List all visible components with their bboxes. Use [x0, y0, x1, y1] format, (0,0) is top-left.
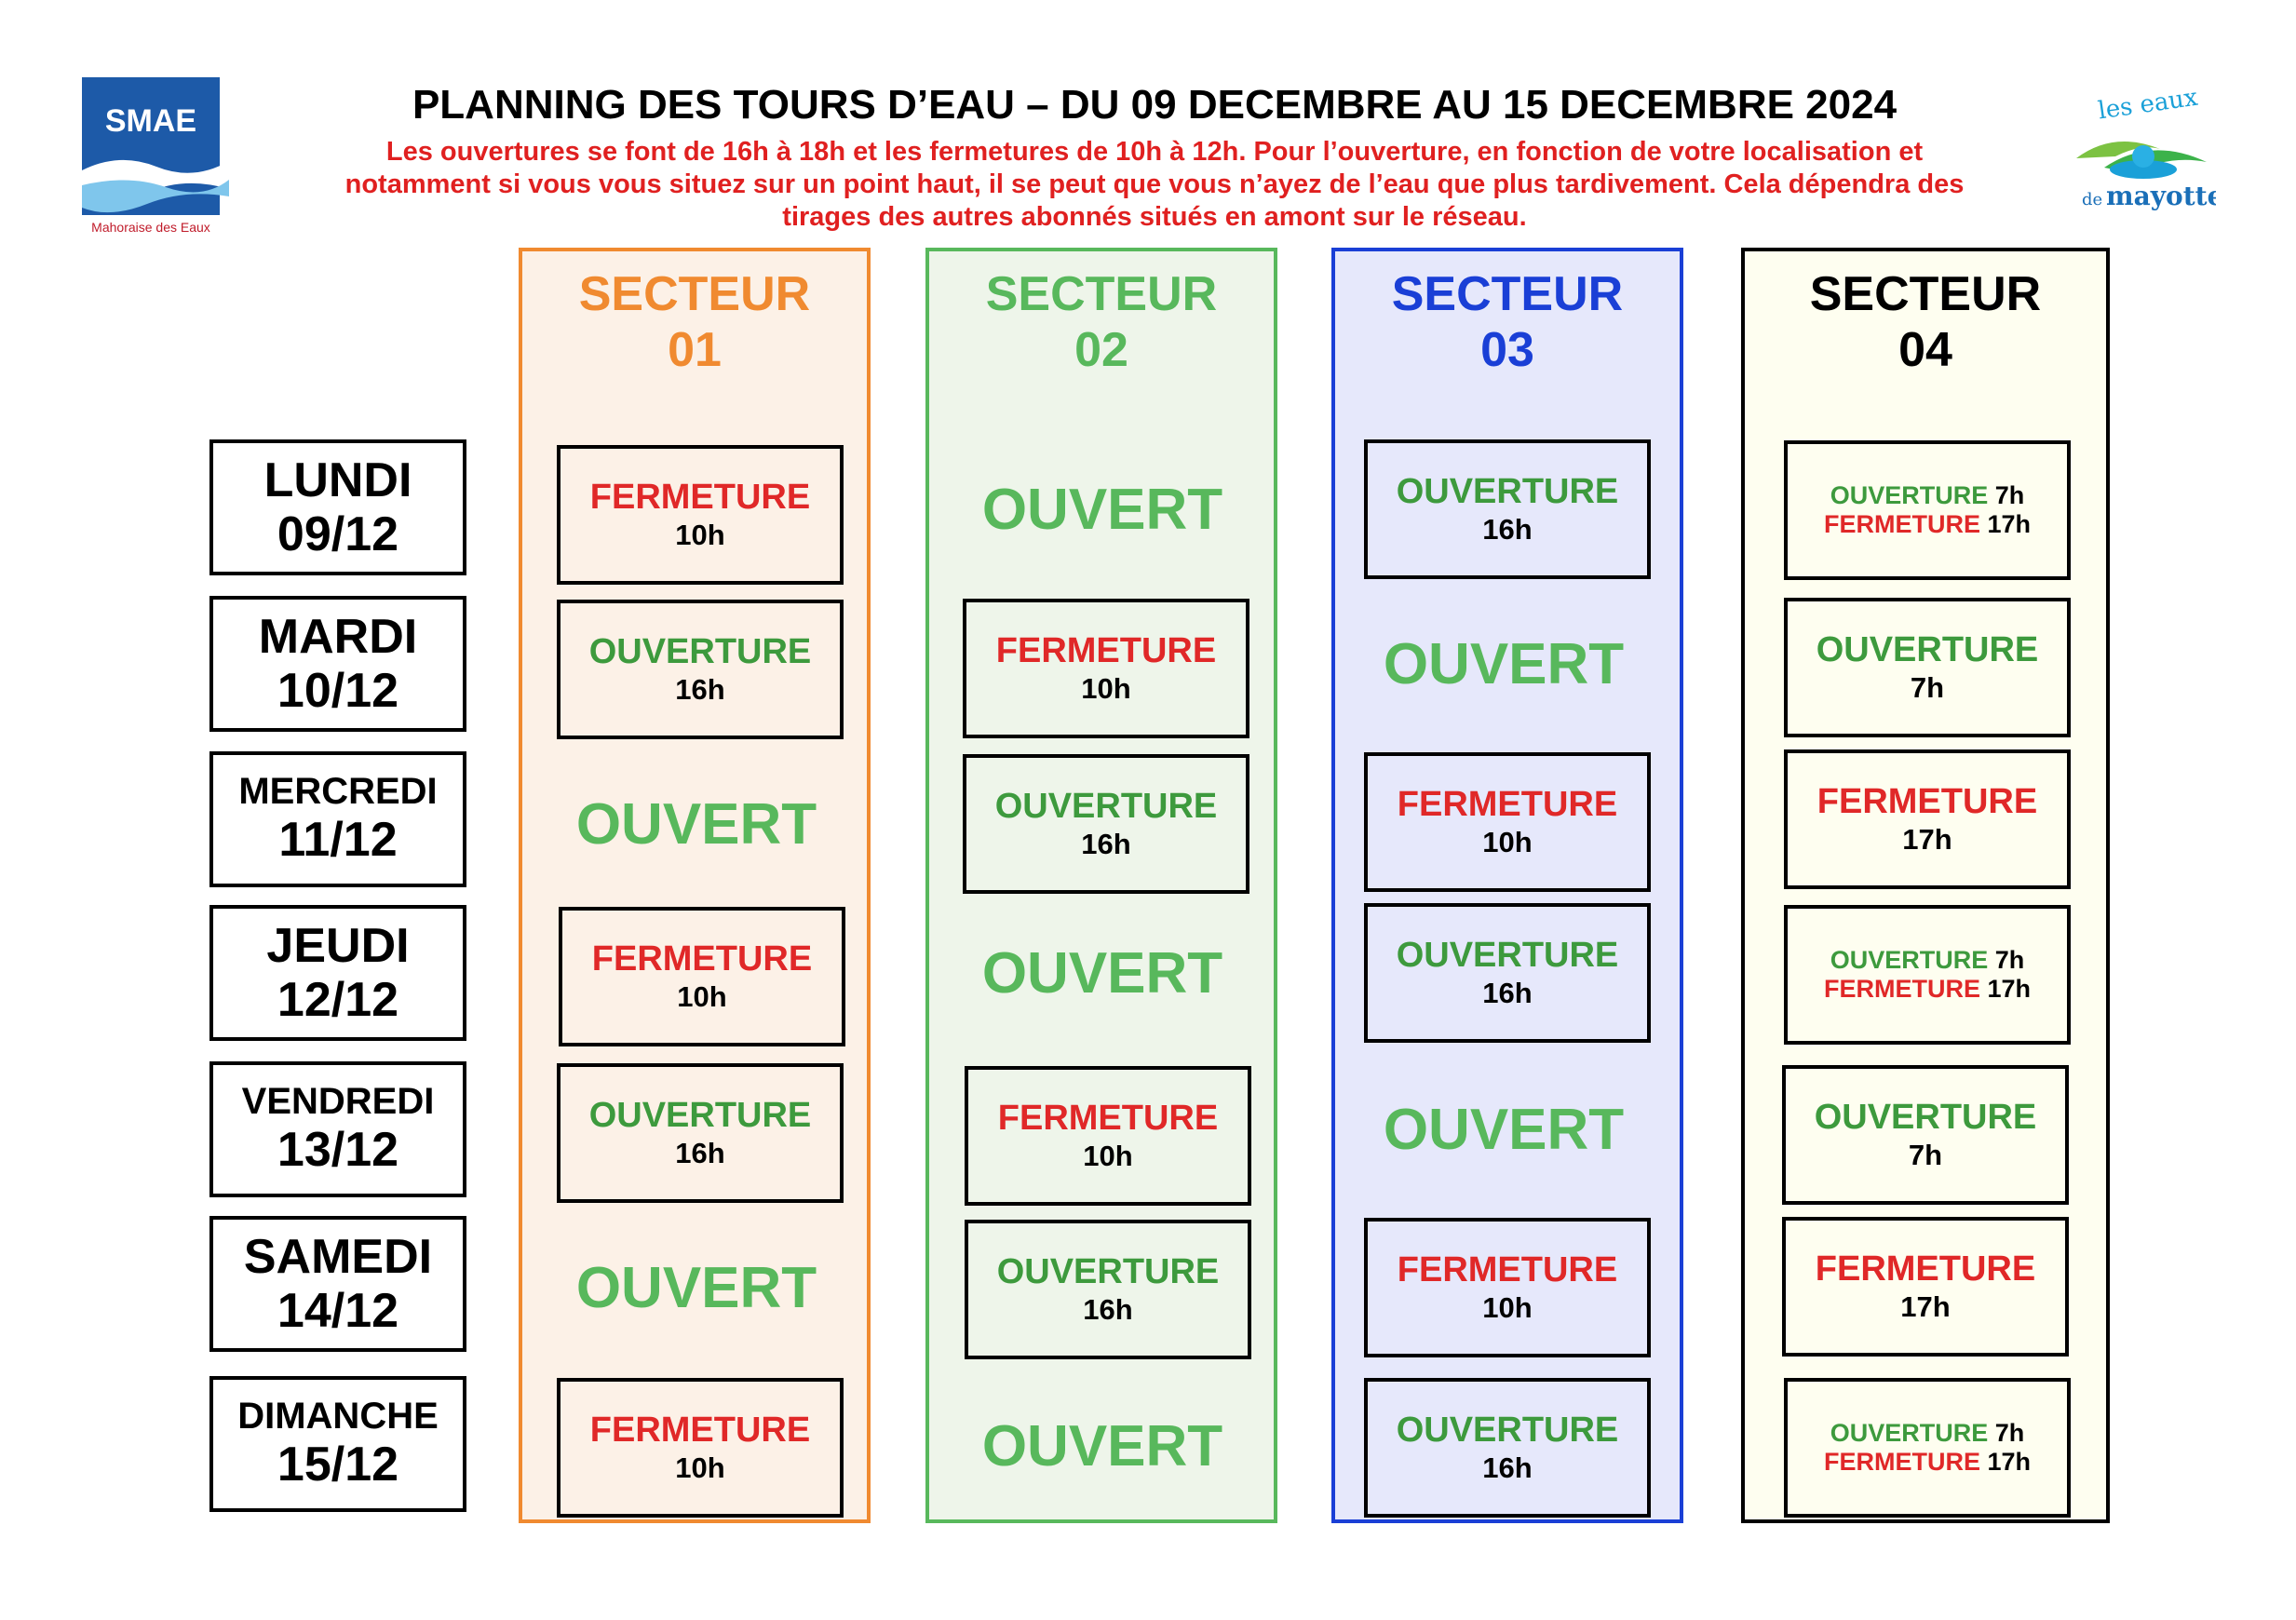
day-date: 15/12 — [277, 1438, 399, 1492]
day-box-dimanche — [209, 1376, 466, 1512]
day-name: VENDREDI — [241, 1081, 435, 1123]
day-date: 13/12 — [277, 1123, 399, 1178]
day-box-vendredi — [209, 1061, 466, 1197]
sector-label: SECTEUR — [578, 267, 811, 321]
sector-number: 01 — [668, 323, 722, 377]
time-label: 10h — [1482, 1291, 1533, 1325]
fermeture-label: FERMETURE — [995, 631, 1217, 671]
mayotte-logo-bottom: mayotte — [2106, 181, 2216, 211]
time-label: 10h — [675, 519, 725, 552]
day-box-samedi — [209, 1216, 466, 1352]
fermeture-label: FERMETURE — [589, 1411, 811, 1451]
time-label: 16h — [1083, 1293, 1133, 1327]
cell-s01-vendredi — [557, 1063, 844, 1203]
cell-s02-samedi — [965, 1220, 1251, 1359]
cell-s02-lundi-ouvert: OUVERT — [981, 477, 1223, 542]
time-label: 10h — [1482, 826, 1533, 859]
time-label: 17h — [1902, 823, 1952, 857]
day-name: MERCREDI — [238, 771, 438, 813]
cell-s03-samedi — [1364, 1218, 1651, 1357]
cell-s04-dimanche — [1784, 1378, 2071, 1518]
sector-number: 02 — [1074, 323, 1128, 377]
time-label: 16h — [1482, 513, 1533, 547]
ouverture-label: OUVERTURE — [588, 632, 812, 672]
sector-label: SECTEUR — [985, 267, 1218, 321]
time-label: 16h — [1482, 977, 1533, 1010]
time-label: 17h — [1987, 975, 2032, 1003]
time-label: 17h — [1987, 510, 2032, 538]
smae-logo-caption: Mahoraise des Eaux — [91, 220, 210, 235]
cell-s03-lundi — [1364, 439, 1651, 579]
time-label: 17h — [1900, 1290, 1951, 1324]
ouverture-label: OUVERTURE — [1396, 1411, 1619, 1451]
cell-s02-jeudi-ouvert: OUVERT — [981, 940, 1223, 1006]
sector-01-header — [522, 266, 867, 378]
page-title: PLANNING DES TOURS D’EAU – DU 09 DECEMBRE AU 15 DECEMBRE 2024 — [412, 82, 1898, 128]
ouverture-label: OUVERTURE — [588, 1096, 812, 1136]
cell-s01-mardi — [557, 600, 844, 739]
cell-s02-mercredi — [963, 754, 1249, 894]
cell-s03-dimanche — [1364, 1378, 1651, 1518]
day-name: DIMANCHE — [237, 1396, 439, 1438]
ouverture-label: OUVERTURE — [1814, 1098, 2037, 1138]
fermeture-label: FERMETURE — [1823, 1448, 1980, 1476]
cell-s01-dimanche — [557, 1378, 844, 1518]
cell-s01-jeudi — [559, 907, 845, 1046]
time-label: 7h — [1994, 946, 2025, 974]
cell-s04-lundi — [1784, 440, 2071, 580]
mayotte-logo-top: les eaux — [2096, 83, 2200, 126]
time-label: 10h — [1083, 1140, 1133, 1173]
cell-s03-jeudi — [1364, 903, 1651, 1043]
day-name: LUNDI — [263, 452, 412, 507]
time-label: 7h — [1908, 1139, 1943, 1172]
ouverture-label: OUVERTURE — [996, 1252, 1220, 1292]
cell-s04-mercredi — [1784, 749, 2071, 889]
sector-label: SECTEUR — [1391, 267, 1624, 321]
smae-logo-text: SMAE — [104, 103, 197, 139]
cell-s04-mardi — [1784, 598, 2071, 737]
cell-s02-dimanche-ouvert: OUVERT — [981, 1413, 1223, 1478]
sector-02-header — [929, 266, 1274, 378]
mayotte-logo — [2067, 82, 2216, 222]
day-date: 09/12 — [277, 507, 399, 561]
time-label: 10h — [675, 1451, 725, 1485]
sector-label: SECTEUR — [1809, 267, 2042, 321]
time-label: 7h — [1910, 671, 1945, 705]
fermeture-label: FERMETURE — [1397, 785, 1618, 825]
time-label: 7h — [1994, 481, 2025, 509]
ouverture-label: OUVERTURE — [1816, 630, 2039, 670]
day-name: MARDI — [258, 609, 418, 664]
cell-s01-mercredi-ouvert: OUVERT — [575, 791, 817, 857]
mayotte-logo-de: de — [2082, 190, 2103, 209]
cell-s02-vendredi — [965, 1066, 1251, 1206]
fermeture-label: FERMETURE — [591, 939, 813, 979]
day-box-jeudi — [209, 905, 466, 1041]
ouverture-label: OUVERTURE — [1830, 1419, 1989, 1447]
fermeture-label: FERMETURE — [1823, 510, 1980, 538]
ouverture-label: OUVERTURE — [1830, 481, 1989, 509]
sector-number: 03 — [1480, 323, 1534, 377]
cell-s02-mardi — [963, 599, 1249, 738]
time-label: 10h — [1081, 672, 1131, 706]
notice-text — [251, 136, 2058, 234]
day-date: 10/12 — [277, 664, 399, 718]
cell-s04-samedi — [1782, 1217, 2069, 1357]
fermeture-label: FERMETURE — [1823, 975, 1980, 1003]
time-label: 16h — [1081, 828, 1131, 861]
day-date: 11/12 — [278, 813, 398, 868]
cell-s03-mercredi — [1364, 752, 1651, 892]
fermeture-label: FERMETURE — [1815, 1249, 2036, 1289]
cell-s01-lundi — [557, 445, 844, 585]
notice-line-2: notamment si vous vous situez sur un point haut, il se peut que vous n’ayez de l’eau que plus tardivement. Cela dépendra des — [344, 169, 1965, 199]
time-label: 16h — [675, 1137, 725, 1170]
day-box-mercredi — [209, 751, 466, 887]
cell-s04-vendredi — [1782, 1065, 2069, 1205]
cell-s01-samedi-ouvert: OUVERT — [575, 1255, 817, 1320]
cell-s04-jeudi — [1784, 905, 2071, 1045]
ouverture-label: OUVERTURE — [1396, 472, 1619, 512]
day-box-mardi — [209, 596, 466, 732]
time-label: 7h — [1994, 1419, 2025, 1447]
sector-number: 04 — [1898, 323, 1952, 377]
cell-s03-vendredi-ouvert: OUVERT — [1383, 1097, 1625, 1162]
day-box-lundi — [209, 439, 466, 575]
notice-line-3: tirages des autres abonnés situés en amont sur le réseau. — [782, 202, 1527, 232]
time-label: 10h — [677, 980, 727, 1014]
time-label: 16h — [1482, 1451, 1533, 1485]
ouverture-label: OUVERTURE — [1396, 936, 1619, 976]
fermeture-label: FERMETURE — [1817, 782, 2038, 822]
time-label: 17h — [1987, 1448, 2032, 1476]
ouverture-label: OUVERTURE — [1830, 946, 1989, 974]
sector-04-header — [1745, 266, 2106, 378]
sector-03-header — [1335, 266, 1680, 378]
ouverture-label: OUVERTURE — [994, 787, 1218, 827]
time-label: 16h — [675, 673, 725, 707]
smae-logo — [82, 77, 229, 237]
fermeture-label: FERMETURE — [1397, 1250, 1618, 1290]
notice-line-1: Les ouvertures se font de 16h à 18h et les fermetures de 10h à 12h. Pour l’ouverture, en fonction de votre localisation et — [385, 137, 1924, 167]
day-date: 12/12 — [277, 973, 399, 1027]
day-name: SAMEDI — [243, 1229, 433, 1284]
fermeture-label: FERMETURE — [997, 1099, 1219, 1139]
fermeture-label: FERMETURE — [589, 478, 811, 518]
cell-s03-mardi-ouvert: OUVERT — [1383, 631, 1625, 696]
day-date: 14/12 — [277, 1284, 399, 1338]
day-name: JEUDI — [266, 918, 410, 973]
